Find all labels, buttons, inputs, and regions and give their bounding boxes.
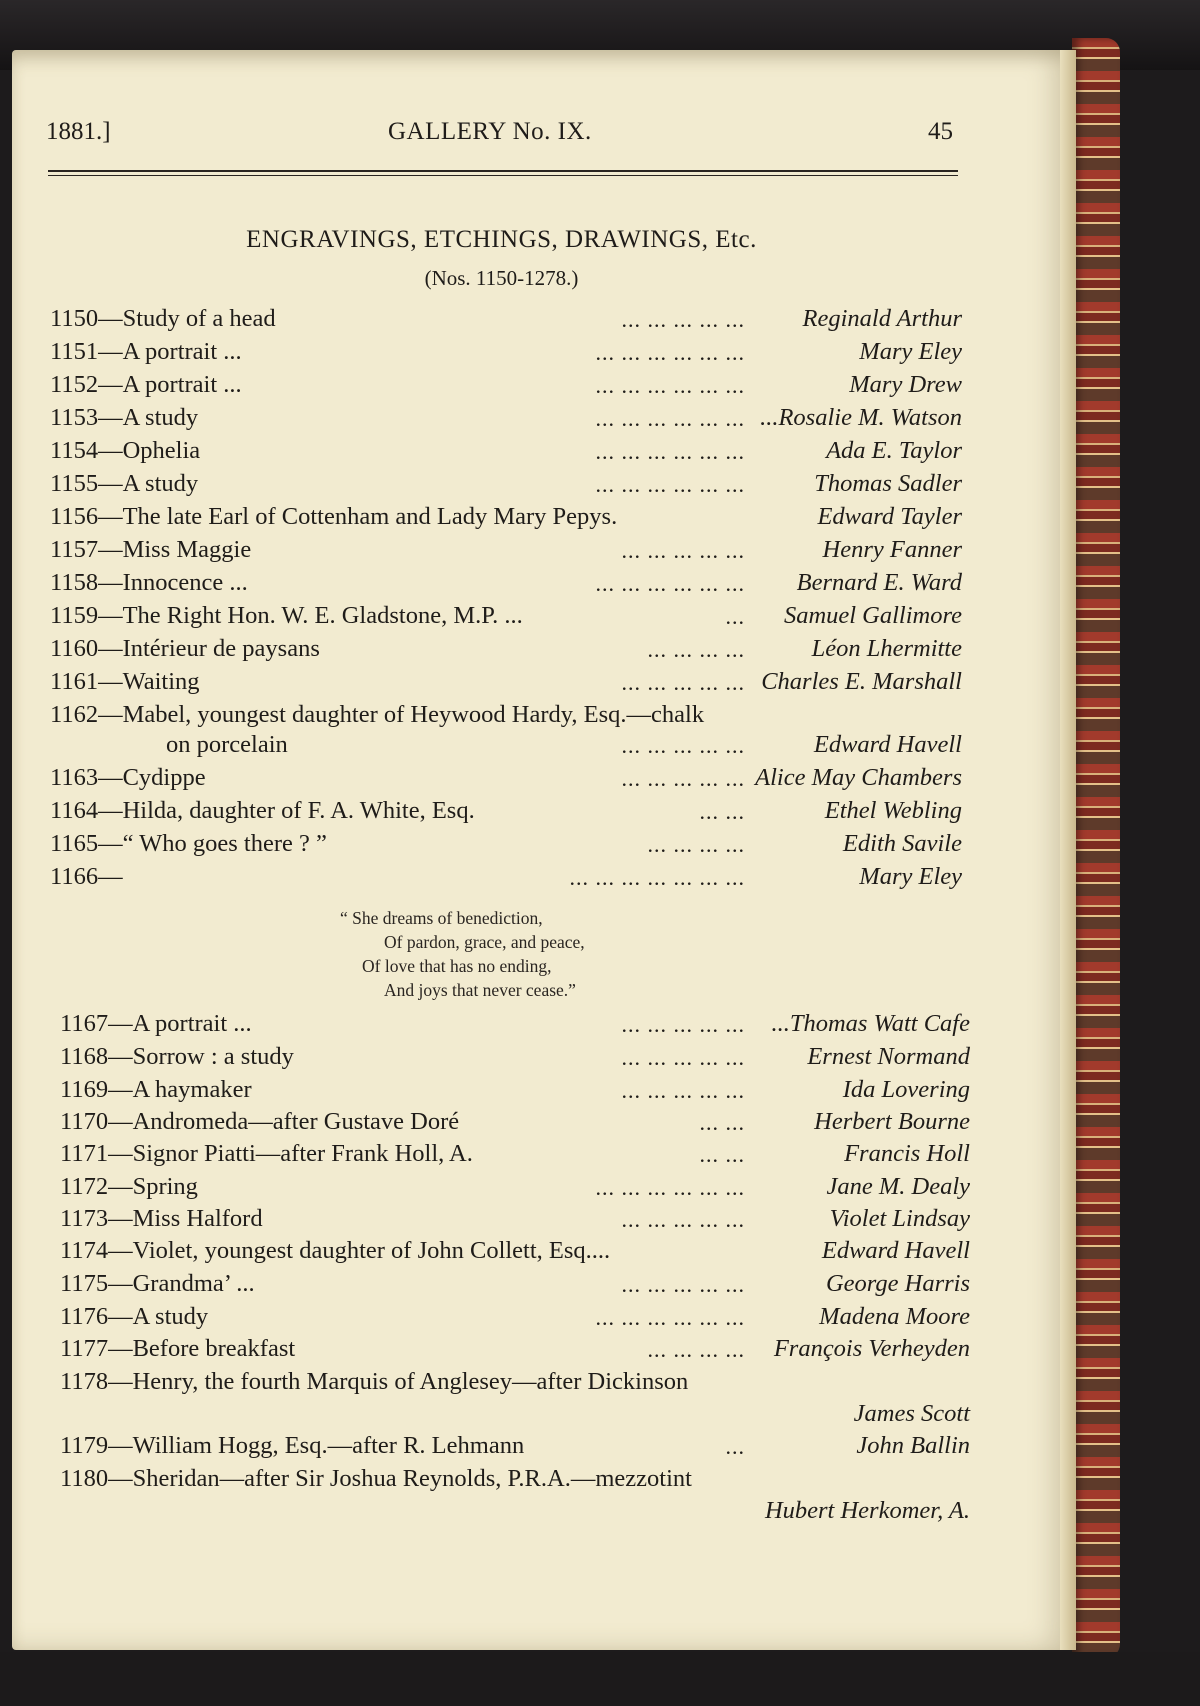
artist-name: Ada E. Taylor — [826, 437, 962, 464]
leader-dots: ... ... ... ... ... — [621, 766, 745, 791]
artist-name: Madena Moore — [819, 1303, 970, 1330]
entry-title: 1153—A study — [50, 404, 199, 431]
artist-name: Léon Lhermitte — [811, 635, 962, 662]
leader-dots: ... ... ... ... ... ... — [595, 373, 745, 398]
leader-dots: ... — [725, 1434, 745, 1459]
entry-title: 1173—Miss Halford — [60, 1205, 263, 1232]
header-page-number: 45 — [928, 118, 953, 145]
leader-dots: ... ... ... ... ... — [621, 538, 745, 563]
artist-name: Thomas Sadler — [814, 470, 962, 497]
artist-name: François Verheyden — [773, 1335, 970, 1362]
leader-dots: ... ... ... ... ... ... — [595, 571, 745, 596]
artist-name: Mary Eley — [859, 863, 962, 890]
entry-title: 1152—A portrait ... — [50, 371, 242, 398]
section-title: ENGRAVINGS, ETCHINGS, DRAWINGS, Etc. — [246, 226, 757, 253]
leader-dots: ... ... ... ... ... — [621, 1207, 745, 1232]
leader-dots: ... ... ... ... ... — [621, 670, 745, 695]
artist-name: Edward Tayler — [817, 503, 962, 530]
entry-title: 1160—Intérieur de paysans — [50, 635, 320, 662]
artist-name: Samuel Gallimore — [783, 602, 962, 629]
entry-title: 1171—Signor Piatti—after Frank Holl, A. — [60, 1140, 473, 1167]
quote-line: Of love that has no ending, — [362, 956, 552, 976]
leader-dots: ... ... ... ... ... — [621, 1078, 745, 1103]
leader-dots: ... ... ... ... — [647, 1337, 745, 1362]
entry-title: 1170—Andromeda—after Gustave Doré — [60, 1108, 460, 1135]
leader-dots: ... ... ... ... ... ... — [595, 1305, 745, 1330]
leader-dots: ... ... — [699, 799, 745, 824]
artist-name: Edward Havell — [813, 731, 962, 758]
artist-name: Ernest Normand — [807, 1043, 970, 1070]
leader-dots: ... ... ... ... ... — [621, 733, 745, 758]
artist-name: ...Thomas Watt Cafe — [771, 1010, 970, 1037]
leader-dots: ... ... — [699, 1142, 745, 1167]
entry-title: 1158—Innocence ... — [50, 569, 248, 596]
artist-name: John Ballin — [856, 1432, 970, 1459]
entry-title: 1175—Grandma’ ... — [60, 1270, 255, 1297]
entry-title: 1163—Cydippe — [50, 764, 206, 791]
entry-title: 1180—Sheridan—after Sir Joshua Reynolds, P.R.A.—mezzotint — [60, 1465, 692, 1492]
quote-line: And joys that never cease.” — [384, 980, 576, 1000]
leader-dots: ... ... ... ... ... — [621, 1045, 745, 1070]
leader-dots: ... ... ... ... ... ... ... — [569, 865, 745, 890]
artist-name: Hubert Herkomer, A. — [764, 1497, 970, 1524]
entry-title: 1174—Violet, youngest daughter of John Collett, Esq.... — [60, 1237, 611, 1264]
artist-name: Herbert Bourne — [814, 1108, 970, 1135]
artist-name: Bernard E. Ward — [796, 569, 962, 596]
entry-title: 1161—Waiting — [50, 668, 200, 695]
artist-name: Edith Savile — [842, 830, 962, 857]
entry-title: 1166— — [50, 863, 123, 890]
artist-name: James Scott — [853, 1400, 970, 1427]
leader-dots: ... ... ... ... ... ... — [595, 340, 745, 365]
artist-name: Mary Eley — [859, 338, 962, 365]
entry-title: 1165—“ Who goes there ? ” — [50, 830, 327, 857]
entry-title: 1176—A study — [60, 1303, 209, 1330]
entry-title: on porcelain — [166, 731, 288, 758]
artist-name: Alice May Chambers — [755, 764, 962, 791]
artist-name: Henry Fanner — [822, 536, 962, 563]
entry-title: 1168—Sorrow : a study — [60, 1043, 294, 1070]
header-rule-thin — [48, 175, 958, 176]
leader-dots: ... ... ... ... — [647, 832, 745, 857]
entry-title: 1167—A portrait ... — [60, 1010, 252, 1037]
entry-title: 1177—Before breakfast — [60, 1335, 296, 1362]
page-edge-shadow — [1060, 50, 1076, 1650]
artist-name: Ethel Webling — [824, 797, 962, 824]
leader-dots: ... — [725, 604, 745, 629]
header-gallery: GALLERY No. IX. — [388, 118, 592, 145]
artist-name: George Harris — [825, 1270, 970, 1297]
artist-name: Violet Lindsay — [829, 1205, 970, 1232]
artist-name: Jane M. Dealy — [826, 1173, 970, 1200]
section-subtitle: (Nos. 1150-1278.) — [424, 266, 579, 290]
leader-dots: ... ... ... ... ... ... — [595, 472, 745, 497]
leader-dots: ... ... ... ... ... — [621, 1272, 745, 1297]
leader-dots: ... ... ... ... ... — [621, 307, 745, 332]
artist-name: ...Rosalie M. Watson — [760, 404, 962, 431]
leader-dots: ... ... ... ... ... ... — [595, 1175, 745, 1200]
entry-title: 1172—Spring — [60, 1173, 198, 1200]
entry-title: 1159—The Right Hon. W. E. Gladstone, M.P. ... — [50, 602, 523, 629]
entry-title: 1179—William Hogg, Esq.—after R. Lehmann — [60, 1432, 525, 1459]
entry-title: 1156—The late Earl of Cottenham and Lady Mary Pepys. — [50, 503, 618, 530]
entry-title: 1155—A study — [50, 470, 199, 497]
artist-name: Mary Drew — [849, 371, 962, 398]
header-rule — [48, 170, 958, 172]
entry-title: 1169—A haymaker — [60, 1076, 252, 1103]
entry-title: 1157—Miss Maggie — [50, 536, 252, 563]
leader-dots: ... ... ... ... ... — [621, 1012, 745, 1037]
entry-title: 1162—Mabel, youngest daughter of Heywood Hardy, Esq.—chalk — [50, 701, 705, 728]
leader-dots: ... ... ... ... ... ... — [595, 439, 745, 464]
leader-dots: ... ... ... ... ... ... — [595, 406, 745, 431]
entry-title: 1150—Study of a head — [50, 305, 276, 332]
leader-dots: ... ... ... ... — [647, 637, 745, 662]
artist-name: Charles E. Marshall — [761, 668, 962, 695]
header-year: 1881.] — [46, 118, 111, 145]
artist-name: Ida Lovering — [842, 1076, 970, 1103]
entry-title: 1178—Henry, the fourth Marquis of Anglesey—after Dickinson — [60, 1368, 689, 1395]
artist-name: Reginald Arthur — [802, 305, 962, 332]
entry-title: 1164—Hilda, daughter of F. A. White, Esq. — [50, 797, 475, 824]
entry-title: 1154—Ophelia — [50, 437, 201, 464]
quote-line: “ She dreams of benediction, — [340, 908, 543, 928]
quote-line: Of pardon, grace, and peace, — [384, 932, 585, 952]
entry-title: 1151—A portrait ... — [50, 338, 242, 365]
book-fore-edge — [1072, 38, 1120, 1658]
background-bottom — [0, 1652, 1200, 1706]
artist-name: Edward Havell — [821, 1237, 970, 1264]
leader-dots: ... ... — [699, 1110, 745, 1135]
artist-name: Francis Holl — [844, 1140, 970, 1167]
